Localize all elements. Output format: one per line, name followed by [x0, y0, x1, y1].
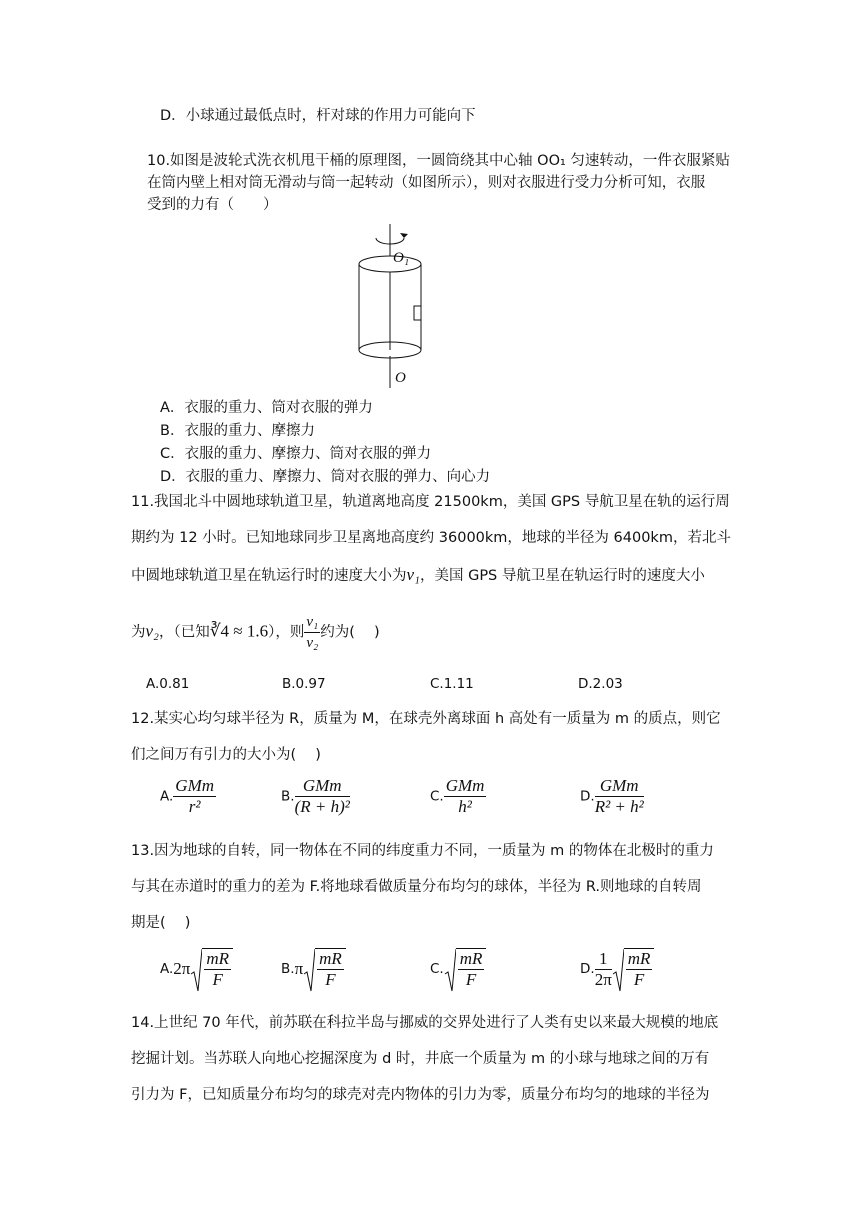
- q11-stem-line3: 中圆地球轨道卫星在轨运行时的速度大小为v₁，美国 GPS 导航卫星在轨运行时的速度大小: [131, 565, 705, 584]
- q13-option-d: D. $\frac{1}{2\pi}$ $\frac{mR}{F}$: [580, 948, 654, 990]
- q12-option-d: D. $\frac{\text{GMm}}{\text{R² + h²}}$: [580, 776, 644, 816]
- q14-stem-line1: 14.上世纪 70 年代，前苏联在科拉半岛与挪威的交界处进行了人类有史以来最大规模的地底: [131, 1015, 719, 1031]
- q12-option-a: A. $\frac{\text{GMm}}{\text{r²}}$: [160, 776, 215, 816]
- q11-stem-line1: 11.我国北斗中圆地球轨道卫星，轨道离地高度 21500km，美国 GPS 导航卫星在轨的运行周: [131, 494, 730, 510]
- q13-stem-line1: 13.因为地球的自转，同一物体在不同的纬度重力不同，一质量为 m 的物体在北极时的重力: [131, 843, 714, 859]
- q13-option-c: C. $\frac{mR}{F}$: [430, 948, 486, 990]
- q14-stem-line3: 引力为 F，已知质量分布均匀的球壳对壳内物体的引力为零，质量分布均匀的地球的半径为: [131, 1087, 710, 1103]
- q11-stem-line2: 期约为 12 小时。已知地球同步卫星离地高度约 36000km，地球的半径为 6400km，若北斗: [131, 530, 731, 546]
- q13-stem-line2: 与其在赤道时的重力的差为 F.将地球看做质量分布均匀的球体，半径为 R.则地球的自转周: [131, 879, 702, 895]
- q9-option-d: D．小球通过最低点时，杆对球的作用力可能向下: [160, 108, 476, 124]
- q13-option-b: B.π $\frac{mR}{F}$: [281, 948, 346, 990]
- q11-option-c: C.1.11: [430, 676, 474, 692]
- q11-option-d: D.2.03: [578, 676, 623, 692]
- q12-option-c: C. $\frac{\text{GMm}}{\text{h²}}$: [430, 776, 485, 816]
- label-o: O: [395, 370, 406, 386]
- q12-stem-line2: 们之间万有引力的大小为( ): [131, 747, 321, 763]
- label-o1: O₁: [393, 250, 410, 266]
- q10-stem-line2: 在筒内壁上相对筒无滑动与筒一起转动（如图所示），则对衣服进行受力分析可知，衣服: [147, 175, 706, 191]
- q14-stem-line2: 挖掘计划。当苏联人向地心挖掘深度为 d 时，井底一个质量为 m 的小球与地球之间的万有: [131, 1051, 710, 1067]
- q10-option-b: B．衣服的重力、摩擦力: [160, 423, 315, 439]
- q10-option-d: D．衣服的重力、摩擦力、筒对衣服的弹力、向心力: [160, 469, 491, 485]
- q11-stem-line4: 为v₂，（已知∛4 ≈ 1.6），则 $\frac{\text{v₁}}{\text{v₂}}$ 约为( ): [131, 614, 380, 651]
- q10-option-c: C．衣服的重力、摩擦力、筒对衣服的弹力: [160, 446, 432, 462]
- q10-option-a: A．衣服的重力、筒对衣服的弹力: [160, 400, 373, 416]
- q13-option-a: A.2π $\frac{mR}{F}$: [160, 948, 233, 990]
- q11-option-b: B.0.97: [282, 676, 326, 692]
- q12-stem-line1: 12.某实心均匀球半径为 R，质量为 M，在球壳外离球面 h 高处有一质量为 m 的质点，则它: [131, 711, 721, 727]
- q10-stem-line1: 10.如图是波轮式洗衣机甩干桶的原理图，一圆筒绕其中心轴 OO₁ 匀速转动，一件衣服紧贴: [147, 153, 730, 169]
- q13-stem-line3: 期是( ): [131, 915, 191, 931]
- q12-option-b: B. $\frac{\text{GMm}}{\text{(R + h)²}}$: [281, 776, 350, 816]
- q10-stem-line3: 受到的力有（ ）: [147, 197, 278, 213]
- q11-option-a: A.0.81: [146, 676, 190, 692]
